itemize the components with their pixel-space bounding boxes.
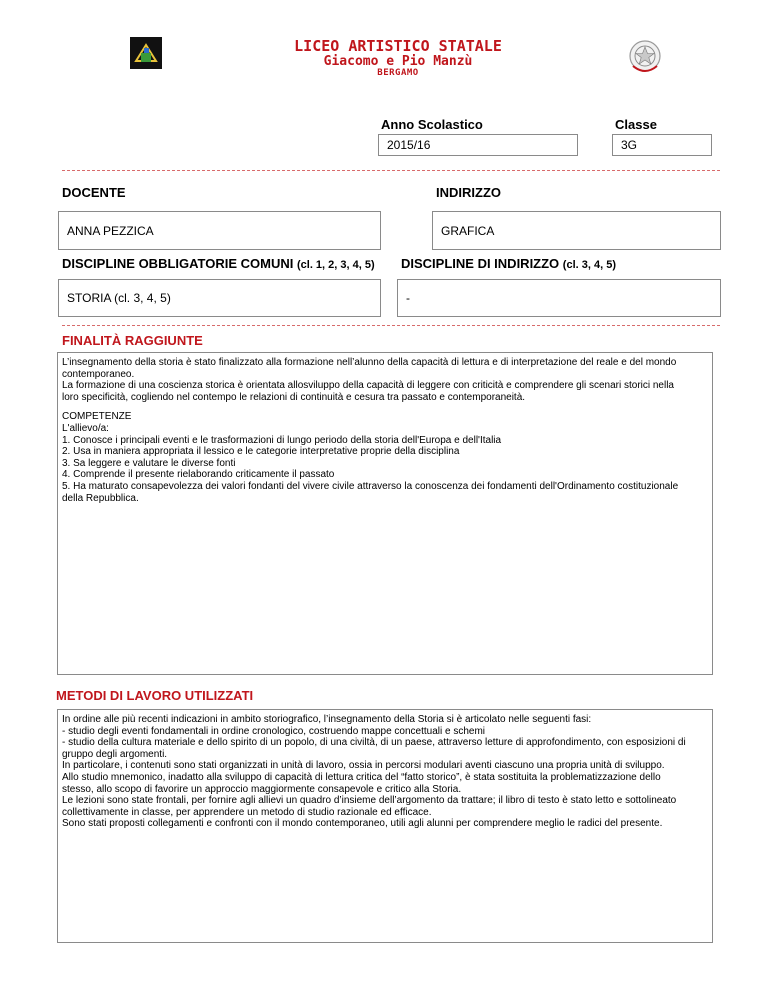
classe-label: Classe xyxy=(615,117,657,132)
discipline-indirizzo-label: DISCIPLINE DI INDIRIZZO (cl. 3, 4, 5) xyxy=(401,256,616,271)
metodi-title: METODI DI LAVORO UTILIZZATI xyxy=(56,688,254,703)
finalita-textarea[interactable] xyxy=(57,352,713,675)
discipline-indirizzo-note: (cl. 3, 4, 5) xyxy=(562,259,616,271)
discipline-indirizzo-value: - xyxy=(406,291,410,305)
classe-value: 3G xyxy=(621,138,638,152)
indirizzo-value: GRAFICA xyxy=(441,223,495,238)
anno-scolastico-label: Anno Scolastico xyxy=(381,117,483,132)
indirizzo-label: INDIRIZZO xyxy=(436,185,501,200)
discipline-comuni-value: STORIA (cl. 3, 4, 5) xyxy=(67,291,171,305)
finalita-paragraph-1: L’insegnamento della storia è stato finalizzato alla formazione nell’alunno della capacità di lettura e di interpretazione del reale e del mondo contemporaneo. La formazione di una coscienza storica è orientata allosviluppo della capacità di leggere con criticità e comprendere gli scenari storici nella loro specificità, cogliendo nel contempo le relazioni di continuità e cesura tra passato e contemporaneità. xyxy=(62,357,677,403)
anno-scolastico-field[interactable] xyxy=(378,134,578,156)
finalita-paragraph-2: COMPETENZE L'allievo/a: 1. Conosce i principali eventi e le trasformazioni di lungo periodo della storia dell'Europa e dell'Italia 2. Usa in maniera appropriata il lessico e le categorie interpretative proprie della disciplina 3. Sa leggere e valutare le diverse fonti 4. Comprende il presente rielaborando criticamente il passato 5. Ha maturato consapevolezza dei valori fondanti del vivere civile attraverso la conoscenza dei fondamenti dell'Ordinamento costituzionale della Repubblica. xyxy=(62,411,679,504)
republic-emblem-icon xyxy=(627,38,663,76)
discipline-comuni-note: (cl. 1, 2, 3, 4, 5) xyxy=(296,259,375,271)
discipline-indirizzo-field[interactable] xyxy=(397,279,721,317)
finalita-title: FINALITÀ RAGGIUNTE xyxy=(62,333,203,348)
school-subtitle: Giacomo e Pio Manzù xyxy=(323,54,473,69)
metodi-paragraph: In ordine alle più recenti indicazioni in ambito storiografico, l’insegnamento della Storia si è articolato nelle seguenti fasi: - studio degli eventi fondamentali in ordine cronologico, costruendo mappe concettuali e schemi - studio della cultura materiale e dello spirito di un popolo, di una civiltà, di un paese, attraverso letture di approfondimento, con esposizioni di gruppo degli argomenti. In particolare, i contenuti sono stati organizzati in unità di lavoro, ossia in percorsi modulari aventi ciascuno una propria unità di sviluppo. Allo studio mnemonico, inadatto alla sviluppo di capacità di lettura critica del “fatto storico”, è stata sostituita la problematizzazione dello stesso, allo scopo di favorire un approccio maggiormente consapevole e critico alla Storia. Le lezioni sono state frontali, per fornire agli allievi un quadro d’insieme dell’argomento da trattare; il libro di testo è stato letto e sottolineato collettivamente in classe, per apprendere un metodo di studio razionale ed efficace. Sono stati proposti collegamenti e confronti con il mondo contemporaneo, utili agli alunni per comprendere meglio le radici del presente. xyxy=(62,714,686,830)
docente-label: DOCENTE xyxy=(62,185,126,200)
section-divider xyxy=(62,170,720,171)
classe-field[interactable] xyxy=(612,134,712,156)
section-divider xyxy=(62,325,720,326)
docente-field[interactable] xyxy=(58,211,381,250)
indirizzo-field[interactable] xyxy=(432,211,721,250)
school-city: BERGAMO xyxy=(377,68,419,78)
discipline-comuni-field[interactable] xyxy=(58,279,381,317)
anno-scolastico-value: 2015/16 xyxy=(387,138,431,152)
discipline-comuni-label: DISCIPLINE OBBLIGATORIE COMUNI (cl. 1, 2, 3, 4, 5) xyxy=(62,256,375,271)
docente-value: ANNA PEZZICA xyxy=(67,223,154,238)
metodi-textarea[interactable] xyxy=(57,709,713,943)
school-name: LICEO ARTISTICO STATALE xyxy=(294,37,502,55)
